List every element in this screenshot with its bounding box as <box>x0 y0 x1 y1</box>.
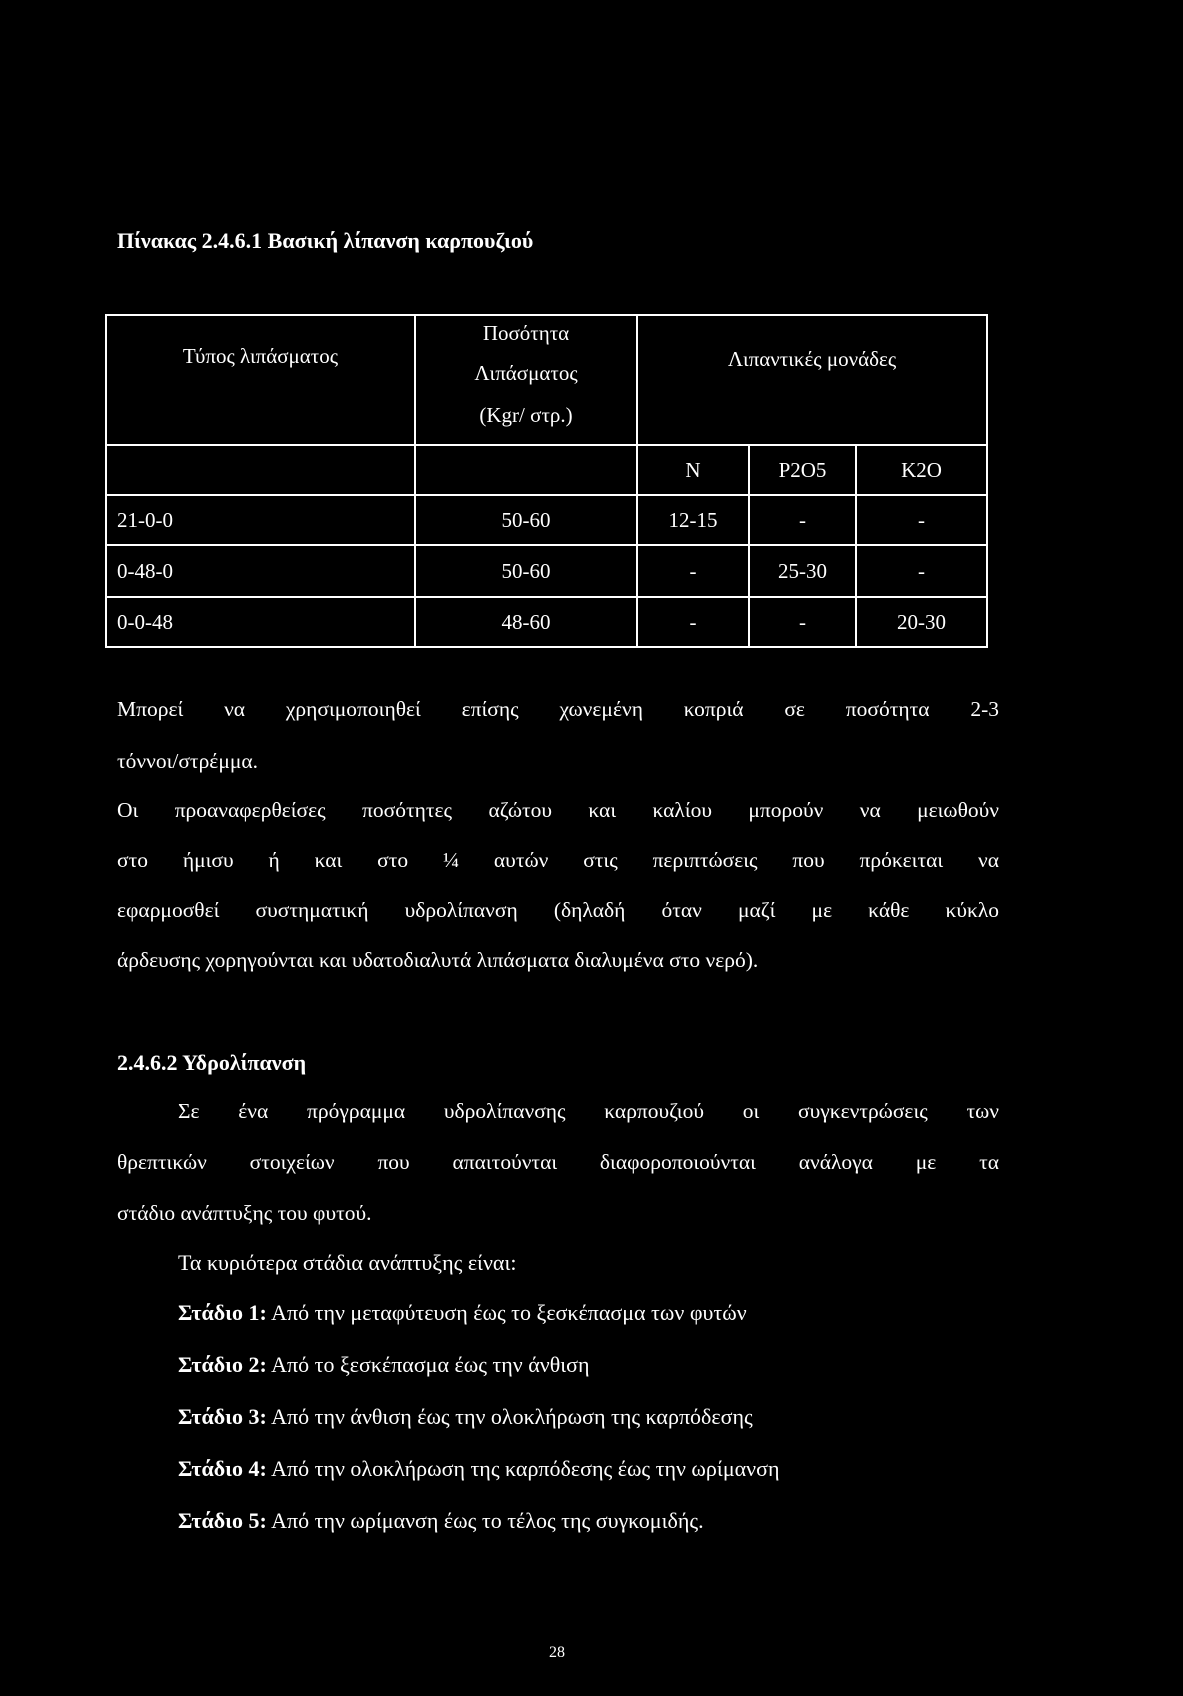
fertigation-paragraph-line: Σε ένα πρόγραμμα υδρολίπανσης καρπουζιού οι συγκεντρώσεις των <box>178 1099 999 1123</box>
cell-n: 12-15 <box>668 508 718 532</box>
fertigation-paragraph-line: θρεπτικών στοιχείων που απαιτούνται διαφοροποιούνται ανάλογα με τα <box>117 1150 999 1174</box>
stage-text: Από την ωρίμανση έως το τέλος της συγκομιδής. <box>271 1508 704 1533</box>
cell-k2o: - <box>918 508 925 532</box>
fertigation-paragraph-line: στάδιο ανάπτυξης του φυτού. <box>117 1201 372 1225</box>
header-quantity-line3: (Kgr/ στρ.) <box>479 403 573 427</box>
cell-type: 21-0-0 <box>117 508 173 532</box>
cell-p2o5: - <box>799 508 806 532</box>
reduction-paragraph-line: Οι προαναφερθείσες ποσότητες αζώτου και καλίου μπορούν να μειωθούν <box>117 798 999 822</box>
cell-p2o5: 25-30 <box>778 559 827 583</box>
stage-text: Από την ολοκλήρωση της καρπόδεσης έως την ωρίμανση <box>271 1456 780 1481</box>
cell-n: - <box>689 610 697 634</box>
header-quantity-line2: Λιπάσματος <box>474 361 578 385</box>
stage-text: Από την άνθιση έως την ολοκλήρωση της καρπόδεσης <box>271 1404 753 1429</box>
reduction-paragraph-line: άρδευσης χορηγούνται και υδατοδιαλυτά λιπάσματα διαλυμένα στο νερό). <box>117 948 759 972</box>
list-item <box>178 1508 704 1534</box>
cell-k2o: 20-30 <box>897 610 946 634</box>
manure-paragraph-line: τόννοι/στρέμμα. <box>117 749 259 773</box>
cell-quantity: 50-60 <box>501 508 551 532</box>
stage-label: Στάδιο 5: <box>178 1508 267 1533</box>
reduction-paragraph-line: εφαρμοσθεί συστηματική υδρολίπανση (δηλαδή όταν μαζί με κάθε κύκλο <box>117 898 999 922</box>
cell-type: 0-0-48 <box>117 610 173 634</box>
stage-label: Στάδιο 4: <box>178 1456 267 1481</box>
cell-n: - <box>689 559 697 583</box>
list-item <box>178 1456 779 1482</box>
cell-type: 0-48-0 <box>117 559 173 583</box>
section-heading: 2.4.6.2 Υδρολίπανση <box>117 1050 307 1075</box>
header-p2o5: P2O5 <box>778 458 827 482</box>
manure-paragraph-line: Μπορεί να χρησιμοποιηθεί επίσης χωνεμένη κοπριά σε ποσότητα 2-3 <box>117 697 999 721</box>
header-k2o: K2O <box>901 458 942 482</box>
list-item <box>178 1300 747 1326</box>
reduction-paragraph-line: στο ήμισυ ή και στο ¼ αυτών στις περιπτώσεις που πρόκειται να <box>117 848 999 872</box>
page-number: 28 <box>549 1644 565 1661</box>
cell-quantity: 48-60 <box>501 610 551 634</box>
stages-intro: Τα κυριότερα στάδια ανάπτυξης είναι: <box>178 1250 517 1275</box>
cell-quantity: 50-60 <box>501 559 551 583</box>
list-item <box>178 1352 590 1378</box>
header-quantity-line1: Ποσότητα <box>482 321 570 345</box>
stage-label: Στάδιο 2: <box>178 1352 267 1377</box>
stage-text: Από το ξεσκέπασμα έως την άνθιση <box>271 1352 590 1377</box>
header-n: N <box>685 458 701 482</box>
header-fertilizer-type: Τύπος λιπάσματος <box>182 344 339 368</box>
list-item <box>178 1404 753 1430</box>
stage-label: Στάδιο 3: <box>178 1404 267 1429</box>
cell-k2o: - <box>918 559 925 583</box>
table-caption: Πίνακας 2.4.6.1 Βασική λίπανση καρπουζιού <box>117 228 534 253</box>
header-fertilizer-units: Λιπαντικές μονάδες <box>727 347 897 371</box>
stage-label: Στάδιο 1: <box>178 1300 267 1325</box>
cell-p2o5: - <box>799 610 806 634</box>
stage-text: Από την μεταφύτευση έως το ξεσκέπασμα των φυτών <box>271 1300 747 1325</box>
